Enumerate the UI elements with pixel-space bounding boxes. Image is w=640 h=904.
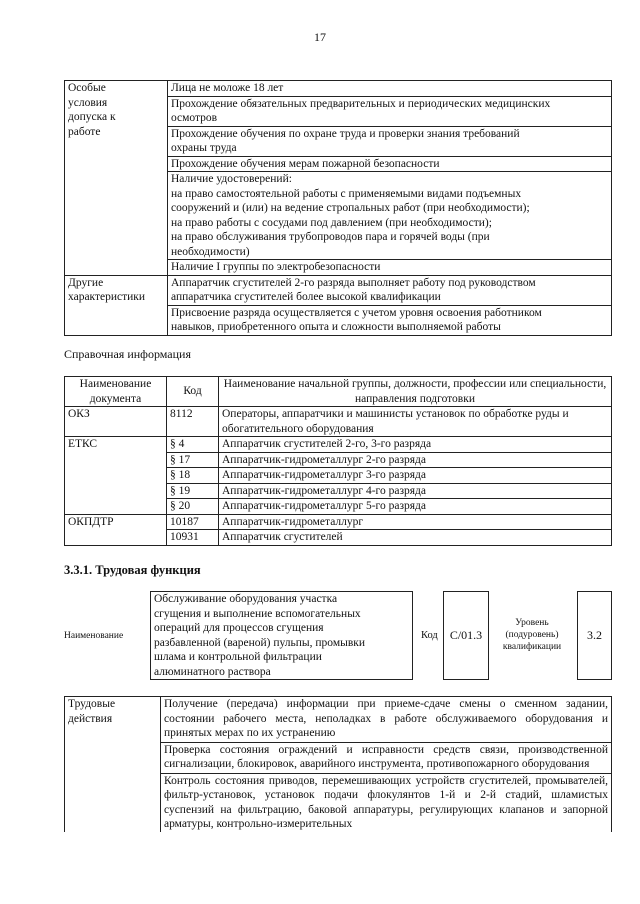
row-label-cont	[65, 773, 161, 832]
table-cell: Аппаратчик-гидрометаллург 3-го разряда	[219, 468, 612, 484]
function-heading: 3.3.1. Трудовая функция	[64, 563, 201, 577]
page-number: 17	[314, 30, 326, 44]
column-header: Наименование начальной группы, должности, профессии или специальности, направления подготовки	[219, 377, 612, 407]
content-line: на право работы с сосудами под давлением (при необходимости);	[171, 216, 492, 229]
table-cell: 8112	[167, 407, 219, 437]
label-line: характеристики	[68, 291, 146, 303]
table-cell: Аппаратчик сгустителей 2-го, 3-го разряда	[219, 437, 612, 453]
table-row	[65, 530, 612, 546]
name-line: алюминатного раствора	[154, 665, 271, 678]
table-row	[65, 275, 612, 335]
table-cell: § 19	[167, 483, 219, 499]
content-line: на право самостоятельной работы с применяемыми видами подъемных	[171, 187, 522, 200]
section-heading: Справочная информация	[64, 347, 191, 361]
reference-table	[64, 376, 612, 546]
content-line: аппаратчика сгустителей более высокой квалификации	[171, 291, 441, 303]
function-name-box	[150, 591, 413, 680]
table-row	[65, 514, 612, 530]
action-item: Контроль состояния приводов, перемешивающих устройств сгустителей, промывателей, фильтр-установок, установок подачи флокулянтов 1-й и 2-й стадий, шламистых суспензий на фильтрацию, баковой аппаратуры, регулирующих клапанов и запорной арматуры, контрольно-измерительных	[161, 773, 612, 832]
table-cell: ОКПДТР	[65, 514, 167, 530]
label-line: допуска к	[68, 111, 116, 123]
table-cell: § 18	[167, 468, 219, 484]
name-label: Наименование	[64, 631, 124, 641]
table-header-row	[65, 377, 612, 407]
name-line: Обслуживание оборудования участка	[154, 593, 338, 605]
content-line: необходимости)	[171, 245, 250, 258]
table-cell: § 4	[167, 437, 219, 453]
name-line: шлама и контрольной фильтрации	[154, 651, 322, 663]
conditions-table	[64, 80, 612, 336]
name-line: разбавленной (вареной) пульпы, промывки	[154, 636, 366, 649]
content-cell	[168, 276, 611, 306]
table-row	[65, 697, 612, 743]
table-cell: § 17	[167, 452, 219, 468]
row-label	[65, 275, 168, 335]
content-line: охраны труда	[171, 142, 237, 154]
column-header: Наименование документа	[65, 377, 167, 407]
name-line: сгущения и выполнение вспомогательных	[154, 607, 361, 620]
content-line: Прохождение обязательных предварительных и периодических медицинских	[171, 97, 551, 110]
table-cell: Аппаратчик-гидрометаллург 2-го разряда	[219, 452, 612, 468]
table-cell	[65, 452, 167, 468]
table-cell	[65, 468, 167, 484]
row-content	[168, 275, 612, 335]
table-cell: Аппаратчик-гидрометаллург 4-го разряда	[219, 483, 612, 499]
table-cell: ЕТКС	[65, 437, 167, 453]
content-line: сооружений и (или) на ведение стропальных работ (при необходимости);	[171, 202, 530, 214]
row-content	[168, 81, 612, 276]
table-row	[65, 452, 612, 468]
content-line: Присвоение разряда осуществляется с учетом уровня освоения работником	[171, 306, 542, 319]
code-value: C/01.3	[443, 591, 489, 680]
table-cell: 10187	[167, 514, 219, 530]
table-row	[65, 499, 612, 515]
table-row	[65, 483, 612, 499]
content-line: осмотров	[171, 112, 218, 124]
table-row	[65, 468, 612, 484]
table-cell: Аппаратчик-гидрометаллург	[219, 514, 612, 530]
table-cell: § 20	[167, 499, 219, 515]
content-line: Прохождение обучения по охране труда и проверки знания требований	[171, 127, 520, 140]
label-line: условия	[68, 96, 108, 109]
action-item: Проверка состояния ограждений и исправности средств связи, производственной сигнализации, блокировок, аварийного инструмента, противопожарного оборудования	[161, 742, 612, 773]
content-cell	[168, 127, 611, 157]
table-row	[65, 437, 612, 453]
table-row	[65, 773, 612, 832]
content-line: навыков, приобретенного опыта и сложности выполняемой работы	[171, 321, 501, 333]
actions-table	[64, 696, 612, 832]
level-value: 3.2	[577, 591, 612, 680]
label-line: Трудовые	[68, 698, 116, 710]
table-row	[65, 742, 612, 773]
row-label	[65, 81, 168, 276]
label-line: Особые	[68, 82, 106, 94]
table-cell: 10931	[167, 530, 219, 546]
table-row	[65, 81, 612, 276]
table-cell: ОКЗ	[65, 407, 167, 437]
row-label	[65, 697, 161, 743]
label-line: Другие	[68, 276, 104, 289]
table-cell	[65, 530, 167, 546]
name-line: операций для процессов сгущения	[154, 622, 324, 634]
content-line: Наличие удостоверений:	[171, 173, 292, 185]
content-line: Аппаратчик сгустителей 2-го разряда выполняет работу под руководством	[171, 276, 536, 289]
content-cell	[168, 306, 611, 335]
content-cell	[168, 172, 611, 260]
level-label: Уровень (подуровень) квалификации	[502, 618, 562, 652]
row-label-cont	[65, 742, 161, 773]
content-line: на право обслуживания трубопроводов пара и горячей воды (при	[171, 231, 490, 243]
table-cell: Аппаратчик сгустителей	[219, 530, 612, 546]
column-header: Код	[167, 377, 219, 407]
content-cell	[168, 97, 611, 127]
label-line: действия	[68, 712, 113, 725]
action-item: Получение (передача) информации при приеме-сдаче смены о сменном задании, состоянии рабочего места, неполадках в работе обслуживаемого оборудования и принятых мерах по их устранению	[161, 697, 612, 743]
table-cell: Операторы, аппаратчики и машинисты установок по обработке руды и обогатительного оборудования	[219, 407, 612, 437]
table-cell	[65, 483, 167, 499]
table-row	[65, 407, 612, 437]
label-line: работе	[68, 125, 101, 138]
code-label: Код	[421, 630, 438, 641]
content-line: Прохождение обучения мерам пожарной безопасности	[168, 157, 611, 173]
table-cell	[65, 499, 167, 515]
table-cell: Аппаратчик-гидрометаллург 5-го разряда	[219, 499, 612, 515]
content-line: Лица не моложе 18 лет	[168, 81, 611, 97]
content-line: Наличие I группы по электробезопасности	[171, 261, 381, 273]
